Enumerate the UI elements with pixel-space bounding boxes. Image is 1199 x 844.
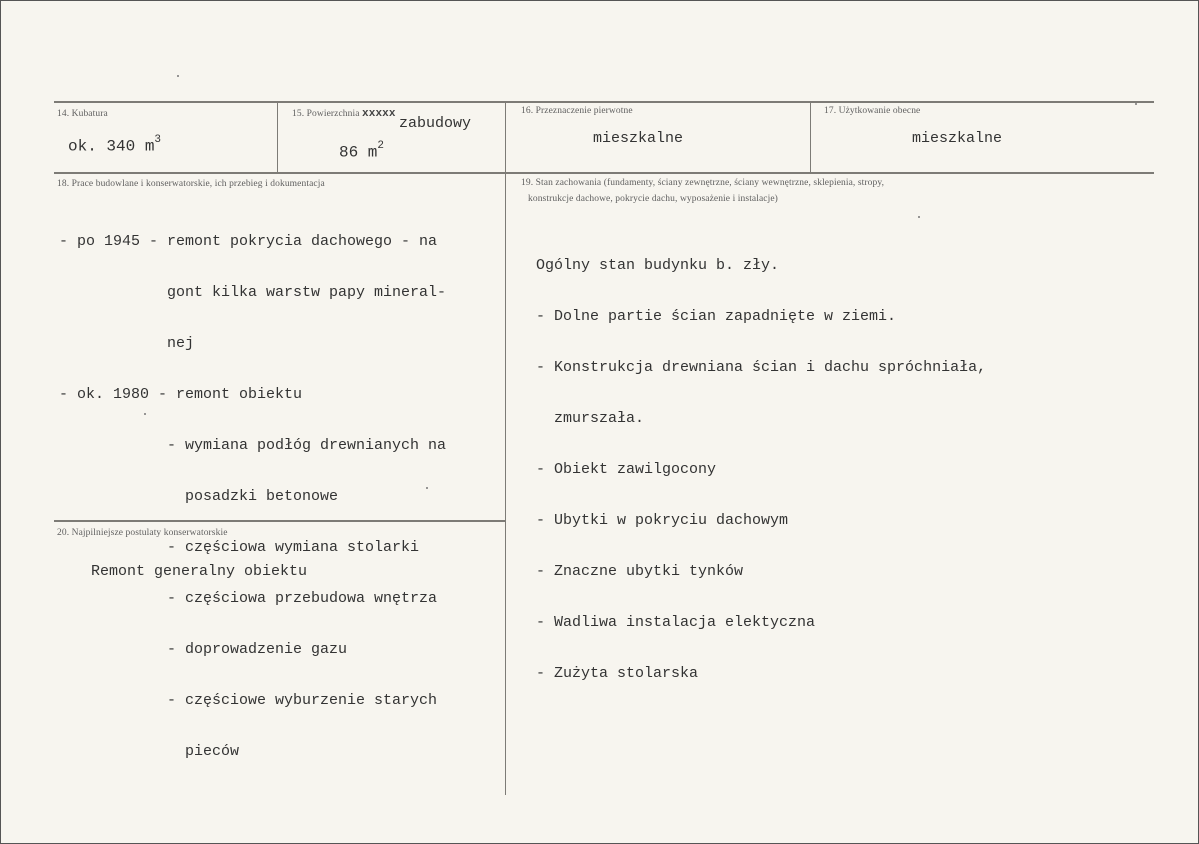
field-15-label-text: 15. Powierzchnia bbox=[292, 109, 360, 119]
field-16-label: 16. Przeznaczenie pierwotne bbox=[521, 106, 633, 116]
field-18-line: - częściowa wymiana stolarki bbox=[59, 539, 420, 556]
field-20-value: Remont generalny obiektu bbox=[91, 563, 308, 580]
field-18-line: - ok. 1980 - remont obiektu bbox=[59, 386, 303, 403]
field-14-value-unit-exp: 3 bbox=[154, 134, 162, 146]
field-19-line: - Obiekt zawilgocony bbox=[536, 461, 717, 478]
field-19-line: Ogólny stan budynku b. zły. bbox=[536, 257, 780, 274]
field-19-line: - Ubytki w pokryciu dachowym bbox=[536, 512, 789, 529]
field-18-line: - doprowadzenie gazu bbox=[59, 641, 348, 658]
field-19-line: zmurszała. bbox=[536, 410, 645, 427]
field-15-value-text: 86 m bbox=[339, 143, 378, 162]
paper-speck bbox=[1135, 103, 1137, 105]
field-19-line: - Konstrukcja drewniana ścian i dachu spróchniała, bbox=[536, 359, 987, 376]
field-15-typed-word: zabudowy bbox=[399, 115, 472, 132]
field-16-value: mieszkalne bbox=[593, 130, 684, 147]
divider-15-16 bbox=[505, 102, 506, 172]
field-15-value bbox=[339, 140, 384, 161]
paper-speck bbox=[426, 487, 428, 489]
top-rule bbox=[54, 101, 1154, 103]
paper-speck bbox=[177, 75, 179, 77]
field-18-line: gont kilka warstw papy mineral- bbox=[59, 284, 447, 301]
paper-speck bbox=[918, 216, 920, 218]
field-18-line: posadzki betonowe bbox=[59, 488, 339, 505]
mid-rule bbox=[54, 172, 1154, 174]
field-19-line: - Wadliwa instalacja elektyczna bbox=[536, 614, 816, 631]
field-19-label-line1: 19. Stan zachowania (fundamenty, ściany zewnętrzne, ściany wewnętrzne, sklepienia, stropy, bbox=[521, 178, 885, 188]
field-17-value: mieszkalne bbox=[912, 130, 1003, 147]
field-15-struck-word: xxxxx bbox=[362, 108, 396, 120]
field-18-label: 18. Prace budowlane i konserwatorskie, ich przebieg i dokumentacja bbox=[57, 179, 325, 189]
field-19-list bbox=[536, 223, 986, 716]
field-15-label bbox=[292, 108, 396, 120]
divider-main bbox=[505, 173, 506, 795]
field-17-label: 17. Użytkowanie obecne bbox=[824, 106, 921, 116]
field-14-value-text: ok. 340 m bbox=[68, 137, 155, 156]
field-18-line: - częściowa przebudowa wnętrza bbox=[59, 590, 438, 607]
field-19-line: - Dolne partie ścian zapadnięte w ziemi. bbox=[536, 308, 897, 325]
field-18-line: pieców bbox=[59, 743, 240, 760]
divider-16-17 bbox=[810, 102, 811, 172]
field-19-line: - Znaczne ubytki tynków bbox=[536, 563, 744, 580]
field-15-value-unit-exp: 2 bbox=[377, 140, 385, 152]
field-20-label: 20. Najpilniejsze postulaty konserwatorskie bbox=[57, 528, 228, 538]
field-19-label-line2: konstrukcje dachowe, pokrycie dachu, wyposażenie i instalacje) bbox=[528, 194, 778, 204]
field-18-line: - wymiana podłóg drewnianych na bbox=[59, 437, 447, 454]
field-19-line: - Zużyta stolarska bbox=[536, 665, 699, 682]
field-14-value bbox=[68, 134, 161, 155]
field-14-label: 14. Kubatura bbox=[57, 109, 108, 119]
field-18-list bbox=[59, 199, 446, 794]
field-18-line: - częściowe wyburzenie starych bbox=[59, 692, 438, 709]
paper-speck bbox=[144, 413, 146, 415]
divider-14-15 bbox=[277, 102, 278, 172]
field-18-line: - po 1945 - remont pokrycia dachowego - na bbox=[59, 233, 438, 250]
field-18-line: nej bbox=[59, 335, 195, 352]
